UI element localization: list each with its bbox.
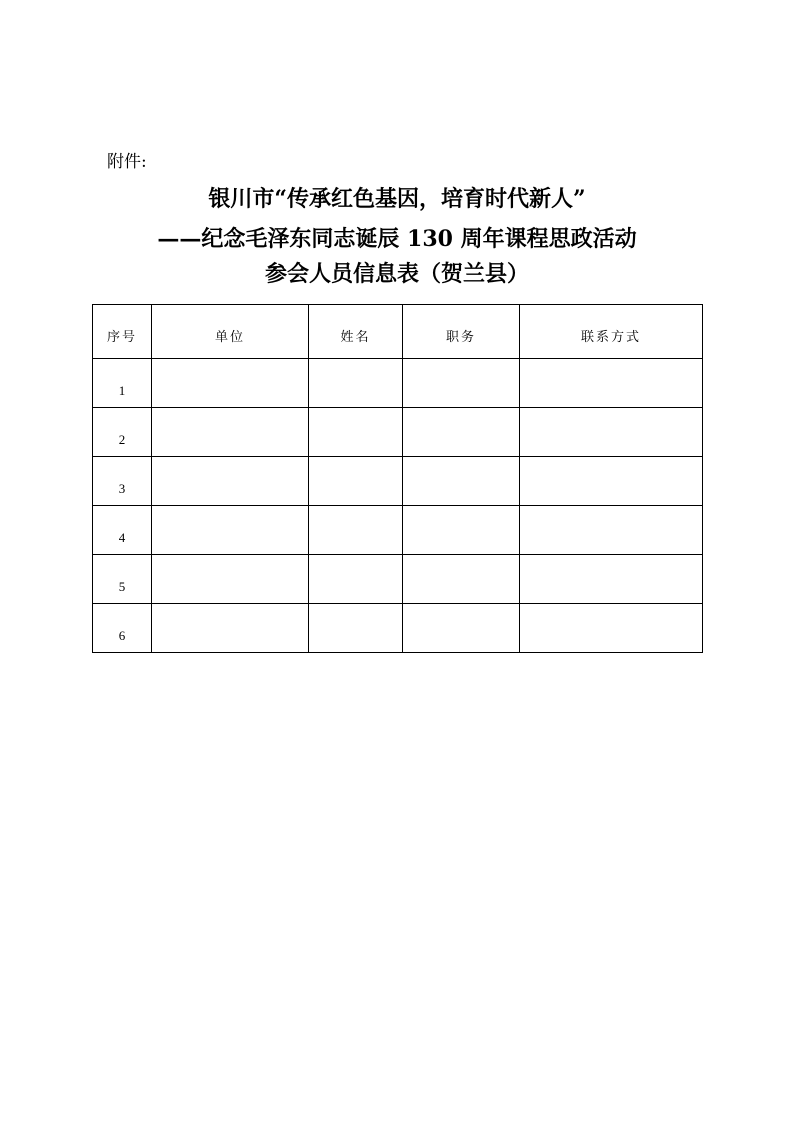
title-line-2: ——纪念毛泽东同志诞辰 130 周年课程思政活动 (157, 226, 637, 252)
cell-unit[interactable] (152, 604, 309, 653)
cell-unit[interactable] (152, 555, 309, 604)
cell-name[interactable] (309, 408, 403, 457)
table-row (93, 604, 703, 653)
cell-contact[interactable] (520, 604, 703, 653)
cell-unit[interactable] (152, 408, 309, 457)
cell-seq: 4 (93, 506, 152, 555)
header-contact: 联系方式 (520, 305, 703, 359)
table-row (93, 457, 703, 506)
cell-name[interactable] (309, 506, 403, 555)
cell-unit[interactable] (152, 457, 309, 506)
header-seq: 序号 (93, 305, 152, 359)
cell-position[interactable] (403, 457, 520, 506)
attachment-label: 附件: (107, 152, 147, 172)
cell-position[interactable] (403, 359, 520, 408)
table-row (93, 506, 703, 555)
attendee-info-table (92, 304, 703, 653)
table-row (93, 555, 703, 604)
cell-position[interactable] (403, 408, 520, 457)
cell-position[interactable] (403, 506, 520, 555)
cell-name[interactable] (309, 555, 403, 604)
table-row (93, 359, 703, 408)
title-line-3: 参会人员信息表（贺兰县） (264, 261, 529, 287)
cell-seq: 6 (93, 604, 152, 653)
table-row (93, 408, 703, 457)
cell-name[interactable] (309, 359, 403, 408)
cell-unit[interactable] (152, 359, 309, 408)
header-position: 职务 (403, 305, 520, 359)
cell-contact[interactable] (520, 457, 703, 506)
cell-name[interactable] (309, 604, 403, 653)
cell-name[interactable] (309, 457, 403, 506)
header-name: 姓名 (309, 305, 403, 359)
cell-contact[interactable] (520, 506, 703, 555)
cell-contact[interactable] (520, 408, 703, 457)
cell-seq: 3 (93, 457, 152, 506)
cell-seq: 5 (93, 555, 152, 604)
title-line-1: 银川市“传承红色基因，培育时代新人” (208, 186, 586, 212)
cell-position[interactable] (403, 604, 520, 653)
table-header-row (93, 305, 703, 359)
cell-contact[interactable] (520, 555, 703, 604)
cell-seq: 1 (93, 359, 152, 408)
header-unit: 单位 (152, 305, 309, 359)
cell-contact[interactable] (520, 359, 703, 408)
cell-unit[interactable] (152, 506, 309, 555)
cell-seq: 2 (93, 408, 152, 457)
cell-position[interactable] (403, 555, 520, 604)
